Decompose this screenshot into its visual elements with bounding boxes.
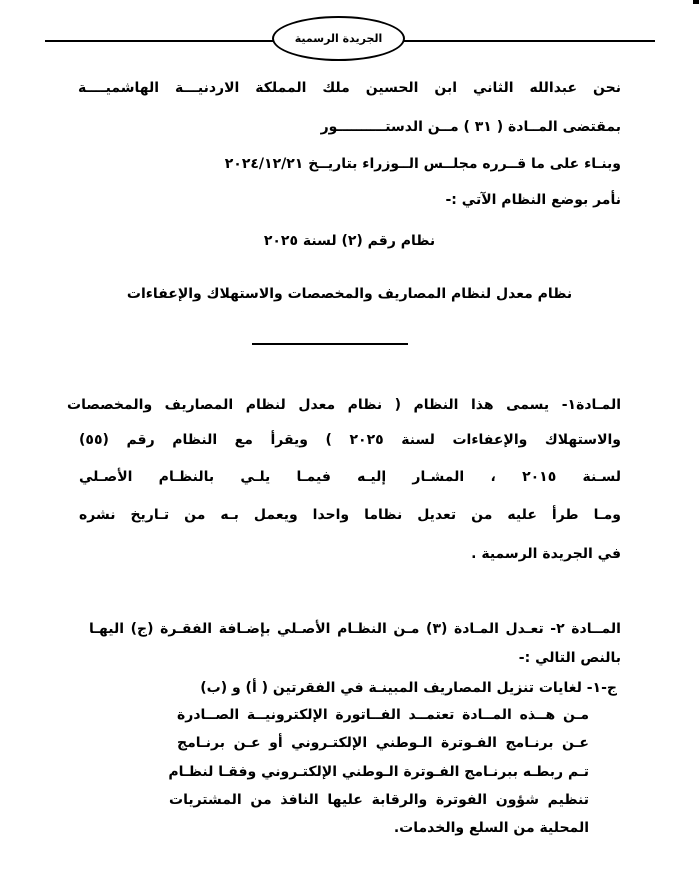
gazette-header-badge — [272, 16, 405, 61]
regulation-number: نظام رقم (٢) لسنة ٢٠٢٥ — [263, 233, 436, 249]
preamble-line-4: نأمر بوضع النظام الآتي :- — [445, 192, 621, 208]
article1-line-5: في الجريدة الرسمية . — [471, 546, 621, 562]
paragraph-c-line-5: تنظيم شؤون الفوترة والرقابة عليها النافذ من المشتريات — [169, 792, 589, 808]
article2-line-2: بالنص التالي :- — [518, 650, 621, 666]
preamble-line-3: وبنـاء على ما قــرره مجلــس الــوزراء بتاريــخ ٢٠٢٤/١٢/٢١ — [224, 156, 621, 172]
paragraph-c-line-6: المحلية من السلع والخدمات. — [393, 820, 589, 836]
article1-line-4: ومـا طرأ عليه من تعديل نظاما واحدا ويعمل بـه من تـاريخ نشره — [79, 507, 621, 523]
title-divider — [252, 343, 408, 345]
gazette-header-text: الجريدة الرسمية — [294, 32, 383, 45]
corner-mark — [693, 0, 699, 4]
paragraph-c-line-2: مـن هــذه المــادة تعتمــد الفــاتورة الإلكترونيــة الصــادرة — [177, 707, 589, 723]
paragraph-c-line-4: تـم ربطـه ببرنـامج الفـوترة الـوطني الإلكتـروني وفقـا لنظـام — [168, 764, 589, 780]
article1-line-1: المـادة١- يسمى هذا النظام ( نظام معدل لنظام المصاريف والمخصصات — [67, 397, 621, 413]
article1-line-2: والاستهلاك والإعفاءات لسنة ٢٠٢٥ ) ويقرأ مع النظام رقم (٥٥) — [79, 432, 621, 448]
paragraph-c-line-1: ج-١- لغايات تنزيل المصاريف المبينـة في الفقرتين ( أ) و (ب) — [200, 680, 617, 696]
article1-line-3: لسـنة ٢٠١٥ ، المشـار إليـه فيمـا يلـي بالنظـام الأصـلي — [79, 469, 622, 485]
regulation-title: نظام معدل لنظام المصاريف والمخصصات والاستهلاك والإعفاءات — [126, 286, 573, 302]
article2-line-1: المــادة ٢- تعـدل المـادة (٣) مـن النظـام الأصـلي بإضـافة الفقـرة (ج) اليهـا — [89, 621, 621, 637]
paragraph-c-line-3: عـن برنـامج الفـوترة الـوطني الإلكتـروني أو عـن برنـامج — [177, 735, 589, 751]
preamble-line-2: بمقتضى المــادة ( ٣١ ) مــن الدستــــــــــور — [320, 119, 621, 135]
preamble-line-1: نحن عبدالله الثاني ابن الحسين ملك المملكة الاردنيـــة الهاشميــــة — [78, 80, 621, 96]
